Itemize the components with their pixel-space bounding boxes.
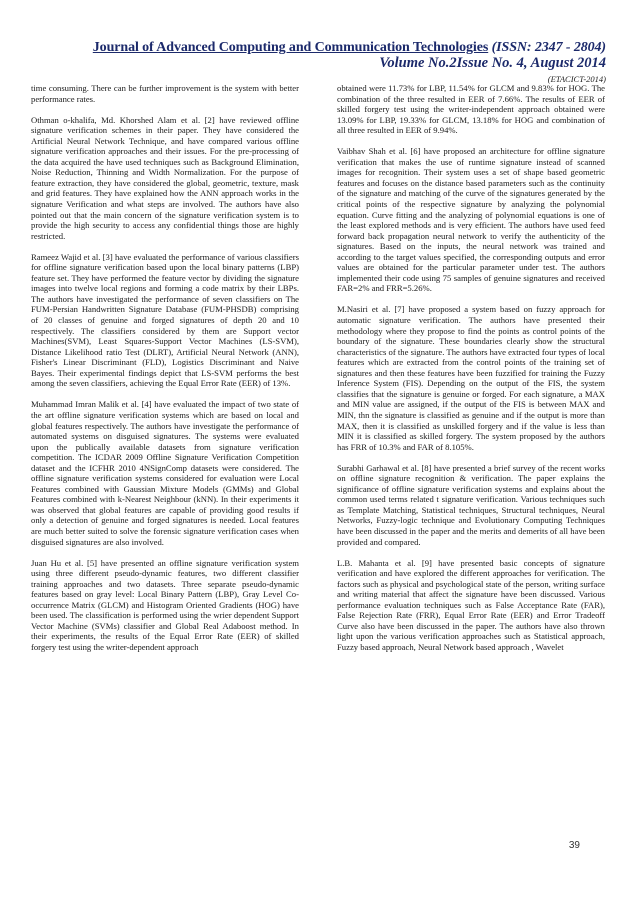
journal-header	[44, 40, 606, 55]
right-column	[337, 83, 605, 663]
volume-line: Volume No.2Issue No. 4, August 2014	[379, 55, 606, 71]
paragraph: Juan Hu et al. [5] have presented an offline signature verification system using three different pseudo-dynamic features, two different classifier training approaches and two datasets. Three separate pseudo-dynamic features based on gray level: Local Binary Pattern (LBP), Gray Level Co-occurrence Matrix (GLCM) and Histogram Oriented Gradients (HOG) have been used. The classification is performed using the wrier dependent Support Vector Machine (SVMs) classifier and Global Real Adaboost method. In their experiments, the results of the Equal Error Rate (EER) of skilled forgery test using the writer-dependent approach	[31, 557, 299, 652]
paragraph: M.Nasiri et al. [7] have proposed a system based on fuzzy approach for automatic signature verification. The authors have presented their methodology where they propose to find the points as control points of the boundary of the signature. These boundaries clearly show the structural characteristics of the signature. The authors have extracted four types of local features which are extracted from the control points of the training set of signatures and then these features have been fuzzified for training the Fuzzy Inference System (FIS). Depending on the output of the FIS, the system classifies that the signature is genuine or forged. For each signature, a MAX and MIN value are assigned, if the output of the FIS is between MAX and MIN, thn the signature is classified as genuine and if the output is more than MAX, then it is classified as unskilled forgery and if the value is less than MIN it is classified as skilled forgery. The system proposed by the authors has FRR of 10.3% and FAR of 8.105%.	[337, 304, 605, 452]
paragraph: Othman o-khalifa, Md. Khorshed Alam et al. [2] have reviewed offline signature verification schemes in their paper. They have considered the Artificial Neural Network Technique, and have compared various offline signature verification approaches and their issues. For the pre-processing of the data acquired the have used techniques such as Background Elimination, Noise Reduction, Thinning and Width Normalization. For the purpose of feature extraction, they have considered the global, geometric, texture, mask and grid features. They have explained how the ANN approach works in the signature Verification and what steps are involved. The authors have also pointed out that the main concern of the signature verification system is to provide the high security to access any confidential things those are highly restricted.	[31, 114, 299, 241]
paragraph: Muhammad Imran Malik et al. [4] have evaluated the impact of two state of the art offline signature verification systems which are based on local and global features respectively. The authors have investigate the performance of automated systems on disguised signatures. The systems were evaluated upon the publically available datasets from signature verification competition. The ICDAR 2009 Offline Signature Verification Competition dataset and the ICFHR 2010 4NSignComp datasets were considered. The offline signature verification systems considered for evaluation were Local Features combined with Gaussian Mixture Models (GMMs) and Global Features combined with k-Nearest Neighbour (kNN). In their experiments it was observed that global features are capable of providing good results if only a detection of genuine and forged signatures is needed. Local features are much better suited to solve the forensic signature verification cases when disguised signatures are also involved.	[31, 399, 299, 547]
paragraph: obtained were 11.73% for LBP, 11.54% for GLCM and 9.83% for HOG. The combination of the three resulted in EER of 7.66%. The results of EER of skilled forgery test using the writer-independent approach obtained were 13.09% for LBP, 19.33% for GLCM, 13.18% for HOG and combination of all three resulted in EER of 9.94%.	[337, 83, 605, 136]
paragraph: Surabhi Garhawal et al. [8] have presented a brief survey of the recent works on offline signature recognition & verification. The paper explains the significance of offline signature verification systems and explains about the common used terms related t signature verification. Various techniques such as Template Matching, Statistical techniques, Structural techniques, Neural Networks, Fuzzy-logic technique and Evolutionary Computing Techniques have been discussed in the paper and the merits and demerits of all have been provided and compared.	[337, 462, 605, 547]
paragraph: time consuming. There can be further improvement is the system with better performance rates.	[31, 83, 299, 104]
left-column	[31, 83, 299, 663]
paragraph: L.B. Mahanta et al. [9] have presented basic concepts of signature verification and have explored the different approaches for verification. The factors such as physical and psychological state of the person, writing surface and writing material that affect the signature have been discussed. Various performance evaluation techniques such as False Acceptance Rate (FAR), False Rejection Rate (FRR), Equal Error Rate (EER) and Error Tradeoff Curve also have been discussed in the paper. The authors have also thrown light upon the various verification approaches such as Statistical approach, Fuzzy based approach, Neural Network based approach , Wavelet	[337, 557, 605, 652]
journal-issn: (ISSN: 2347 - 2804)	[491, 40, 606, 55]
page-number: 39	[568, 840, 580, 851]
journal-name: Journal of Advanced Computing and Communication Technologies	[92, 40, 489, 55]
paragraph: Vaibhav Shah et al. [6] have proposed an architecture for offline signature verification that makes the use of runtime signature instead of scanned images for recognition. Their system uses a set of shape based geometric features and focuses on the distance based parameters such as the continuity of the signature and matching of the curve of the signatures generated by the critical points of the respective signature by analyzing the polynomial equation. Curve fitting and the analyzing of polynomial equations is one of the least explored methods and is very efficient. The authors have used feed forward back propagation neural network to verify the authenticity of the signatures. Based on the inputs, the neural network was trained and according to the target values specified, the corresponding outputs and error values are obtained for the particular parameter under test. The authors implemented their code using 75 samples of genuine signatures and received FAR=2% and FRR=5.26%.	[337, 146, 605, 294]
conference-tag: (ETACICT-2014)	[547, 74, 606, 84]
paragraph: Rameez Wajid et al. [3] have evaluated the performance of various classifiers for offline signature verification based upon the local binary patterns (LBP) feature set. They have performed the feature vector by dividing the signature images into twelve local regions and forming a code matrix by their LBPs. The authors have investigated the performance of seven classifiers on The FUM-Persian Handwritten Signature Database (FUM-PHSDB) comprising of 20 classes of genuine and forged signatures of depth 20 and 10 respectively. The classifiers considered by them are Support vector Machines(SVM), Least Squares-Support Vector Machines (LS-SVM), Distance Likelihood ratio Test (DLRT), Artificial Neural Network (ANN), Fisher's Linear Discriminant (FLD), Logistics Discriminant and Naive Bayes. Their experimental findings depict that LS-SVM performs the best among the seven classifiers, achieving the Equal Error Rate (EER) of 13%.	[31, 251, 299, 389]
